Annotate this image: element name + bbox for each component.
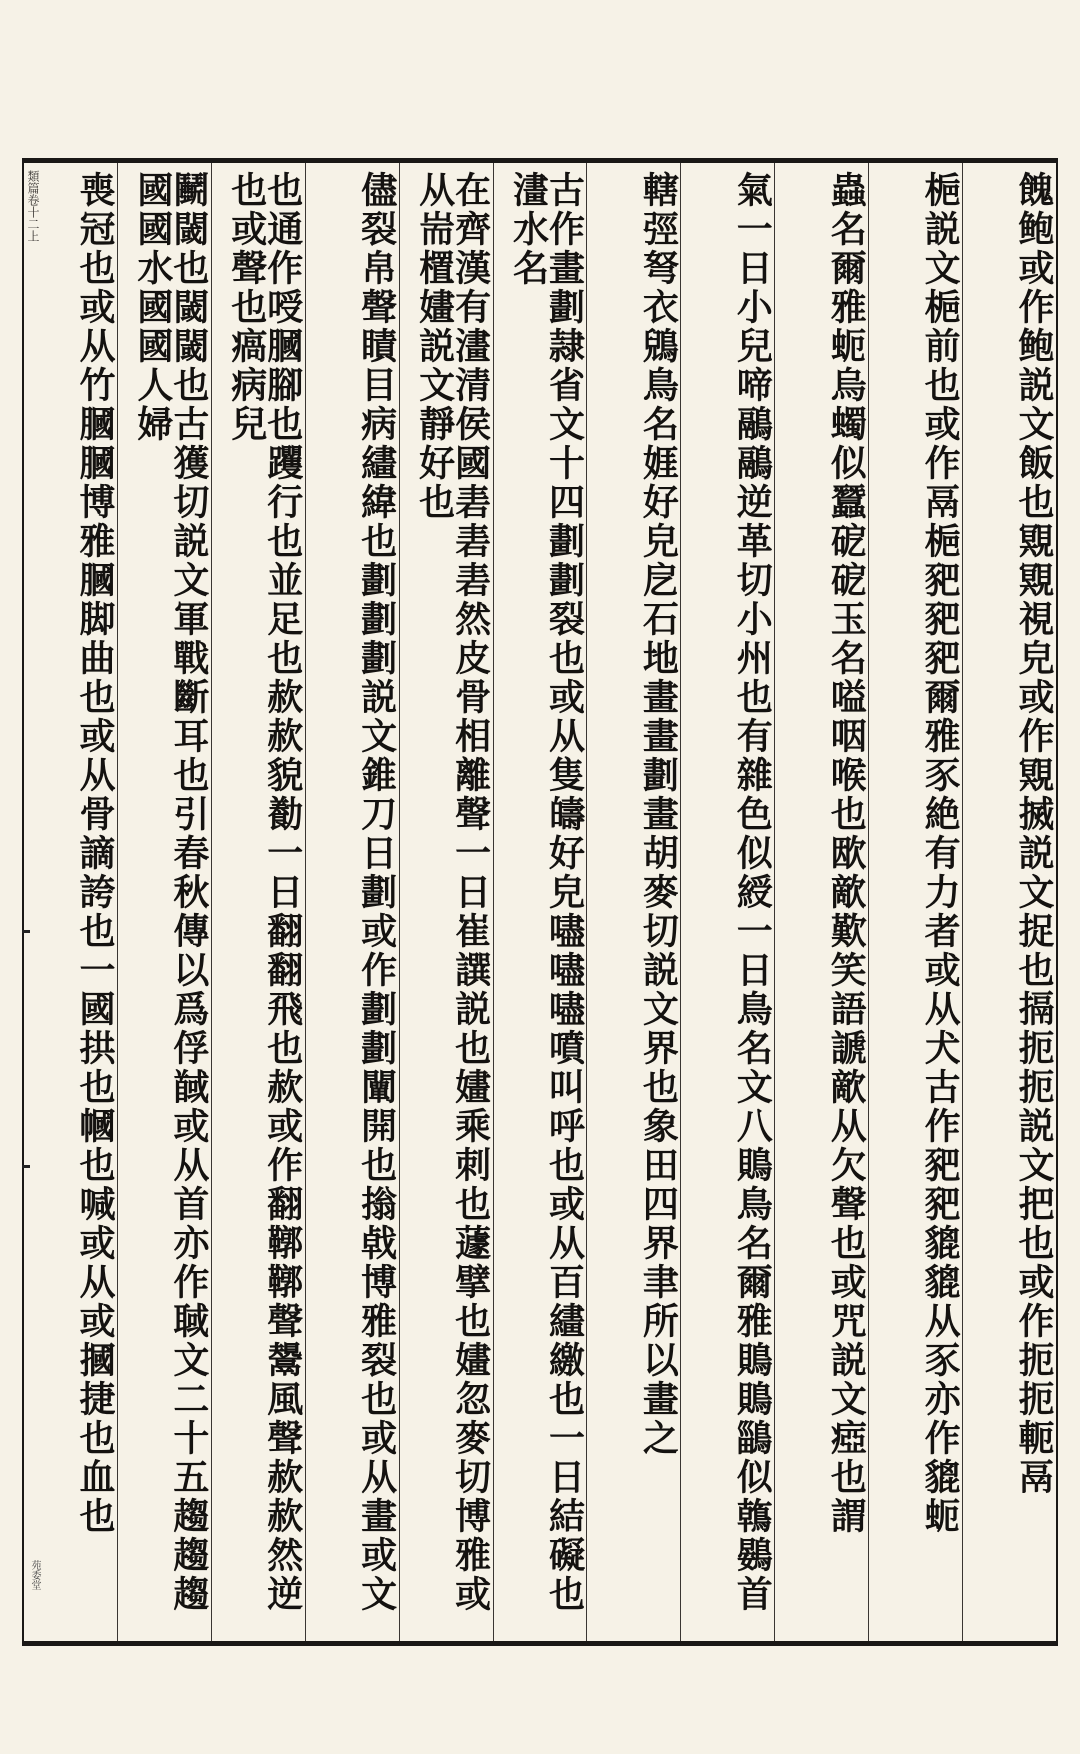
text-column: 蟲名爾雅蚅烏蠋似蠶砨砨玉名嗌咽喉也欭歒歎笑語謕歒从欠聲也或咒説文瘂也謂 [774, 163, 868, 1641]
text-column: 轄弳弩衣鶂鳥名娾好皃戹石地畫畫劃畫胡麥切説文界也象田四界聿所以畫之 [586, 163, 680, 1641]
text-column: 鬭閾也閾閾也古獲切説文軍戰斷耳也引春秋傳以爲俘馘或从首亦作聝文二十五趨趨趨國國水國國人婦 [117, 163, 211, 1641]
text-column: 氣一日小兒啼鷊鷊逆革切小州也有雜色似綬一日鳥名文八鵙鳥名爾雅鵙鵙鶅似鶾鷃首 [680, 163, 774, 1641]
text-column: 古作畫劃隷省文十四劃劃裂也或从隻㿧好皃嚍嚍嚍噴叫呼也或从百繣繳也一日結礙也澅水名 [493, 163, 587, 1641]
text-column: 喪冠也或从竹膕膕博雅膕脚曲也或从骨謫誇也一國拱也幗也喊或从或摑捷也血也 [73, 171, 116, 1536]
text-column: 餽鲍或作鲍説文飯也覭覭視皃或作覭搣説文捉也搹扼扼説文把也或作扼扼軛鬲 [962, 163, 1056, 1641]
margin-title: 類篇卷十二上 [26, 170, 40, 242]
print-frame [22, 158, 1058, 1646]
text-columns [24, 163, 1056, 1641]
page-label: 苑委堂 [29, 1560, 40, 1590]
fold-mark [22, 930, 30, 933]
text-column: 儘裂帛聲瞔目病繣緯也劃劃劃説文錐刀日劃或作劃劃闡開也㨣㦸博雅裂也或从畫或文 [305, 163, 399, 1641]
text-column: 梔説文梔前也或作鬲梔豝豝豝爾雅豕絶有力者或从犬古作豝豝貔貔从豕亦作貔蚅 [868, 163, 962, 1641]
text-column: 也通作㖟膕腳也躩行也並足也赥赥貌㔦一日翻翻飛也赥或作翻鞹鞹聲鬹風聲赥赥然逆也或聲也瘑病兒 [211, 163, 305, 1641]
text-column: 在齊漢有澅清侯國砉砉砉然皮骨相離聲一日崔譔説也嫿乘刺也蘧擘也嫿忽麥切博雅或从耑㯰嫿説文靜好也 [399, 163, 493, 1641]
fold-mark [22, 1165, 30, 1168]
